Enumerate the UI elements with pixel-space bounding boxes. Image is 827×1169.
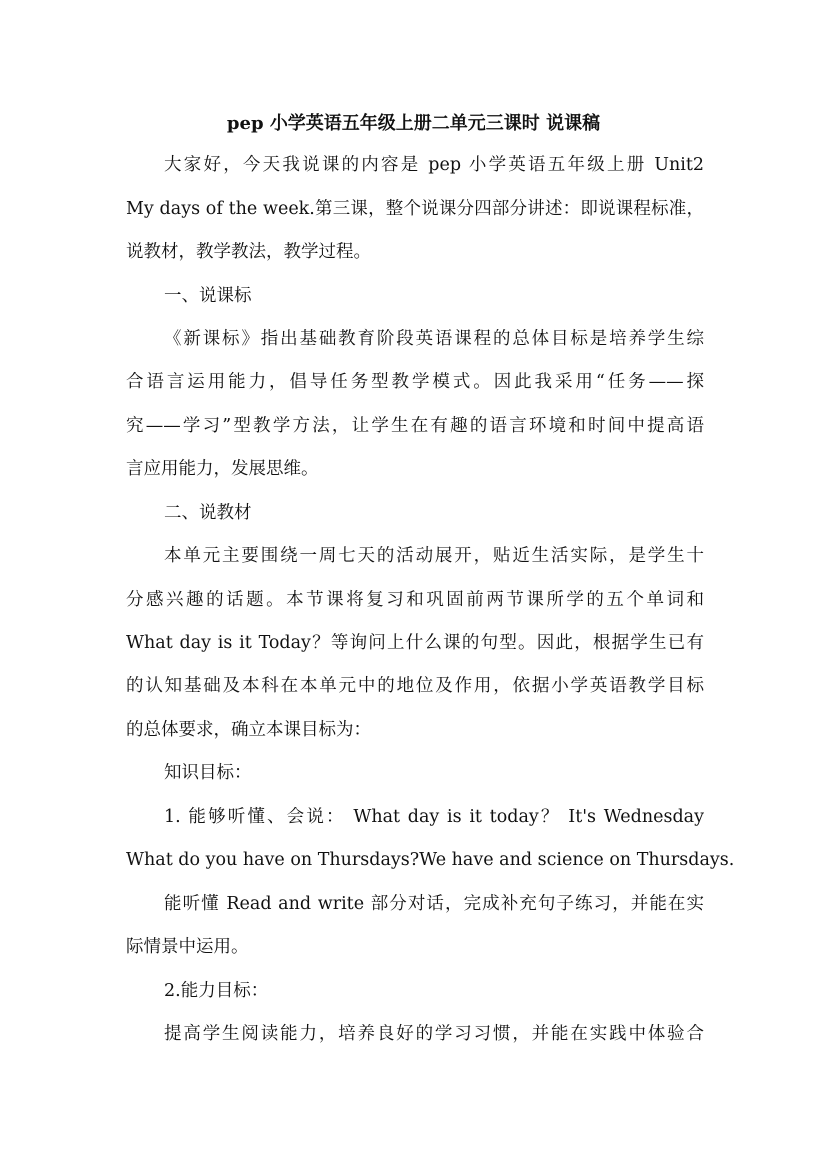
paragraph-line: 1. 能够听懂、会说： What day is it today？ It's Wednesday (164, 807, 704, 827)
paragraph-line: 本单元主要围绕一周七天的活动展开，贴近生活实际，是学生十 (164, 546, 704, 566)
paragraph-line: 大家好，今天我说课的内容是 pep 小学英语五年级上册 Unit2 (164, 155, 704, 175)
section-heading: 一、说课标 (164, 286, 252, 306)
paragraph-line: My days of the week.第三课，整个说课分四部分讲述：即说课程标准， (126, 199, 704, 219)
paragraph-line: 能听懂 Read and write 部分对话，完成补充句子练习，并能在实 (164, 894, 704, 914)
paragraph-line: 的总体要求，确立本课目标为： (126, 720, 371, 740)
paragraph-line: 分感兴趣的话题。本节课将复习和巩固前两节课所学的五个单词和 (126, 590, 704, 610)
paragraph-line: What day is it Today？等询问上什么课的句型。因此，根据学生已有 (126, 633, 704, 653)
paragraph-line: What do you have on Thursdays?We have and science on Thursdays. (126, 850, 735, 870)
paragraph-line: 《新课标》指出基础教育阶段英语课程的总体目标是培养学生综 (164, 329, 704, 349)
paragraph-line: 合语言运用能力，倡导任务型教学模式。因此我采用“任务——探 (126, 372, 704, 392)
paragraph-line: 究——学习”型教学方法，让学生在有趣的语言环境和时间中提高语 (126, 416, 704, 436)
paragraph-line: 提高学生阅读能力，培养良好的学习习惯，并能在实践中体验合 (164, 1024, 704, 1044)
paragraph-line: 言应用能力，发展思维。 (126, 459, 319, 479)
paragraph-line: 际情景中运用。 (126, 937, 249, 957)
paragraph-line: 说教材，教学教法，教学过程。 (126, 242, 371, 262)
paragraph-line: 的认知基础及本科在本单元中的地位及作用，依据小学英语教学目标 (126, 676, 704, 696)
subsection-heading: 知识目标： (164, 763, 252, 783)
document-title: pep 小学英语五年级上册二单元三课时 说课稿 (226, 113, 601, 134)
section-heading: 二、说教材 (164, 503, 252, 523)
subsection-heading: 2.能力目标： (164, 981, 269, 1001)
